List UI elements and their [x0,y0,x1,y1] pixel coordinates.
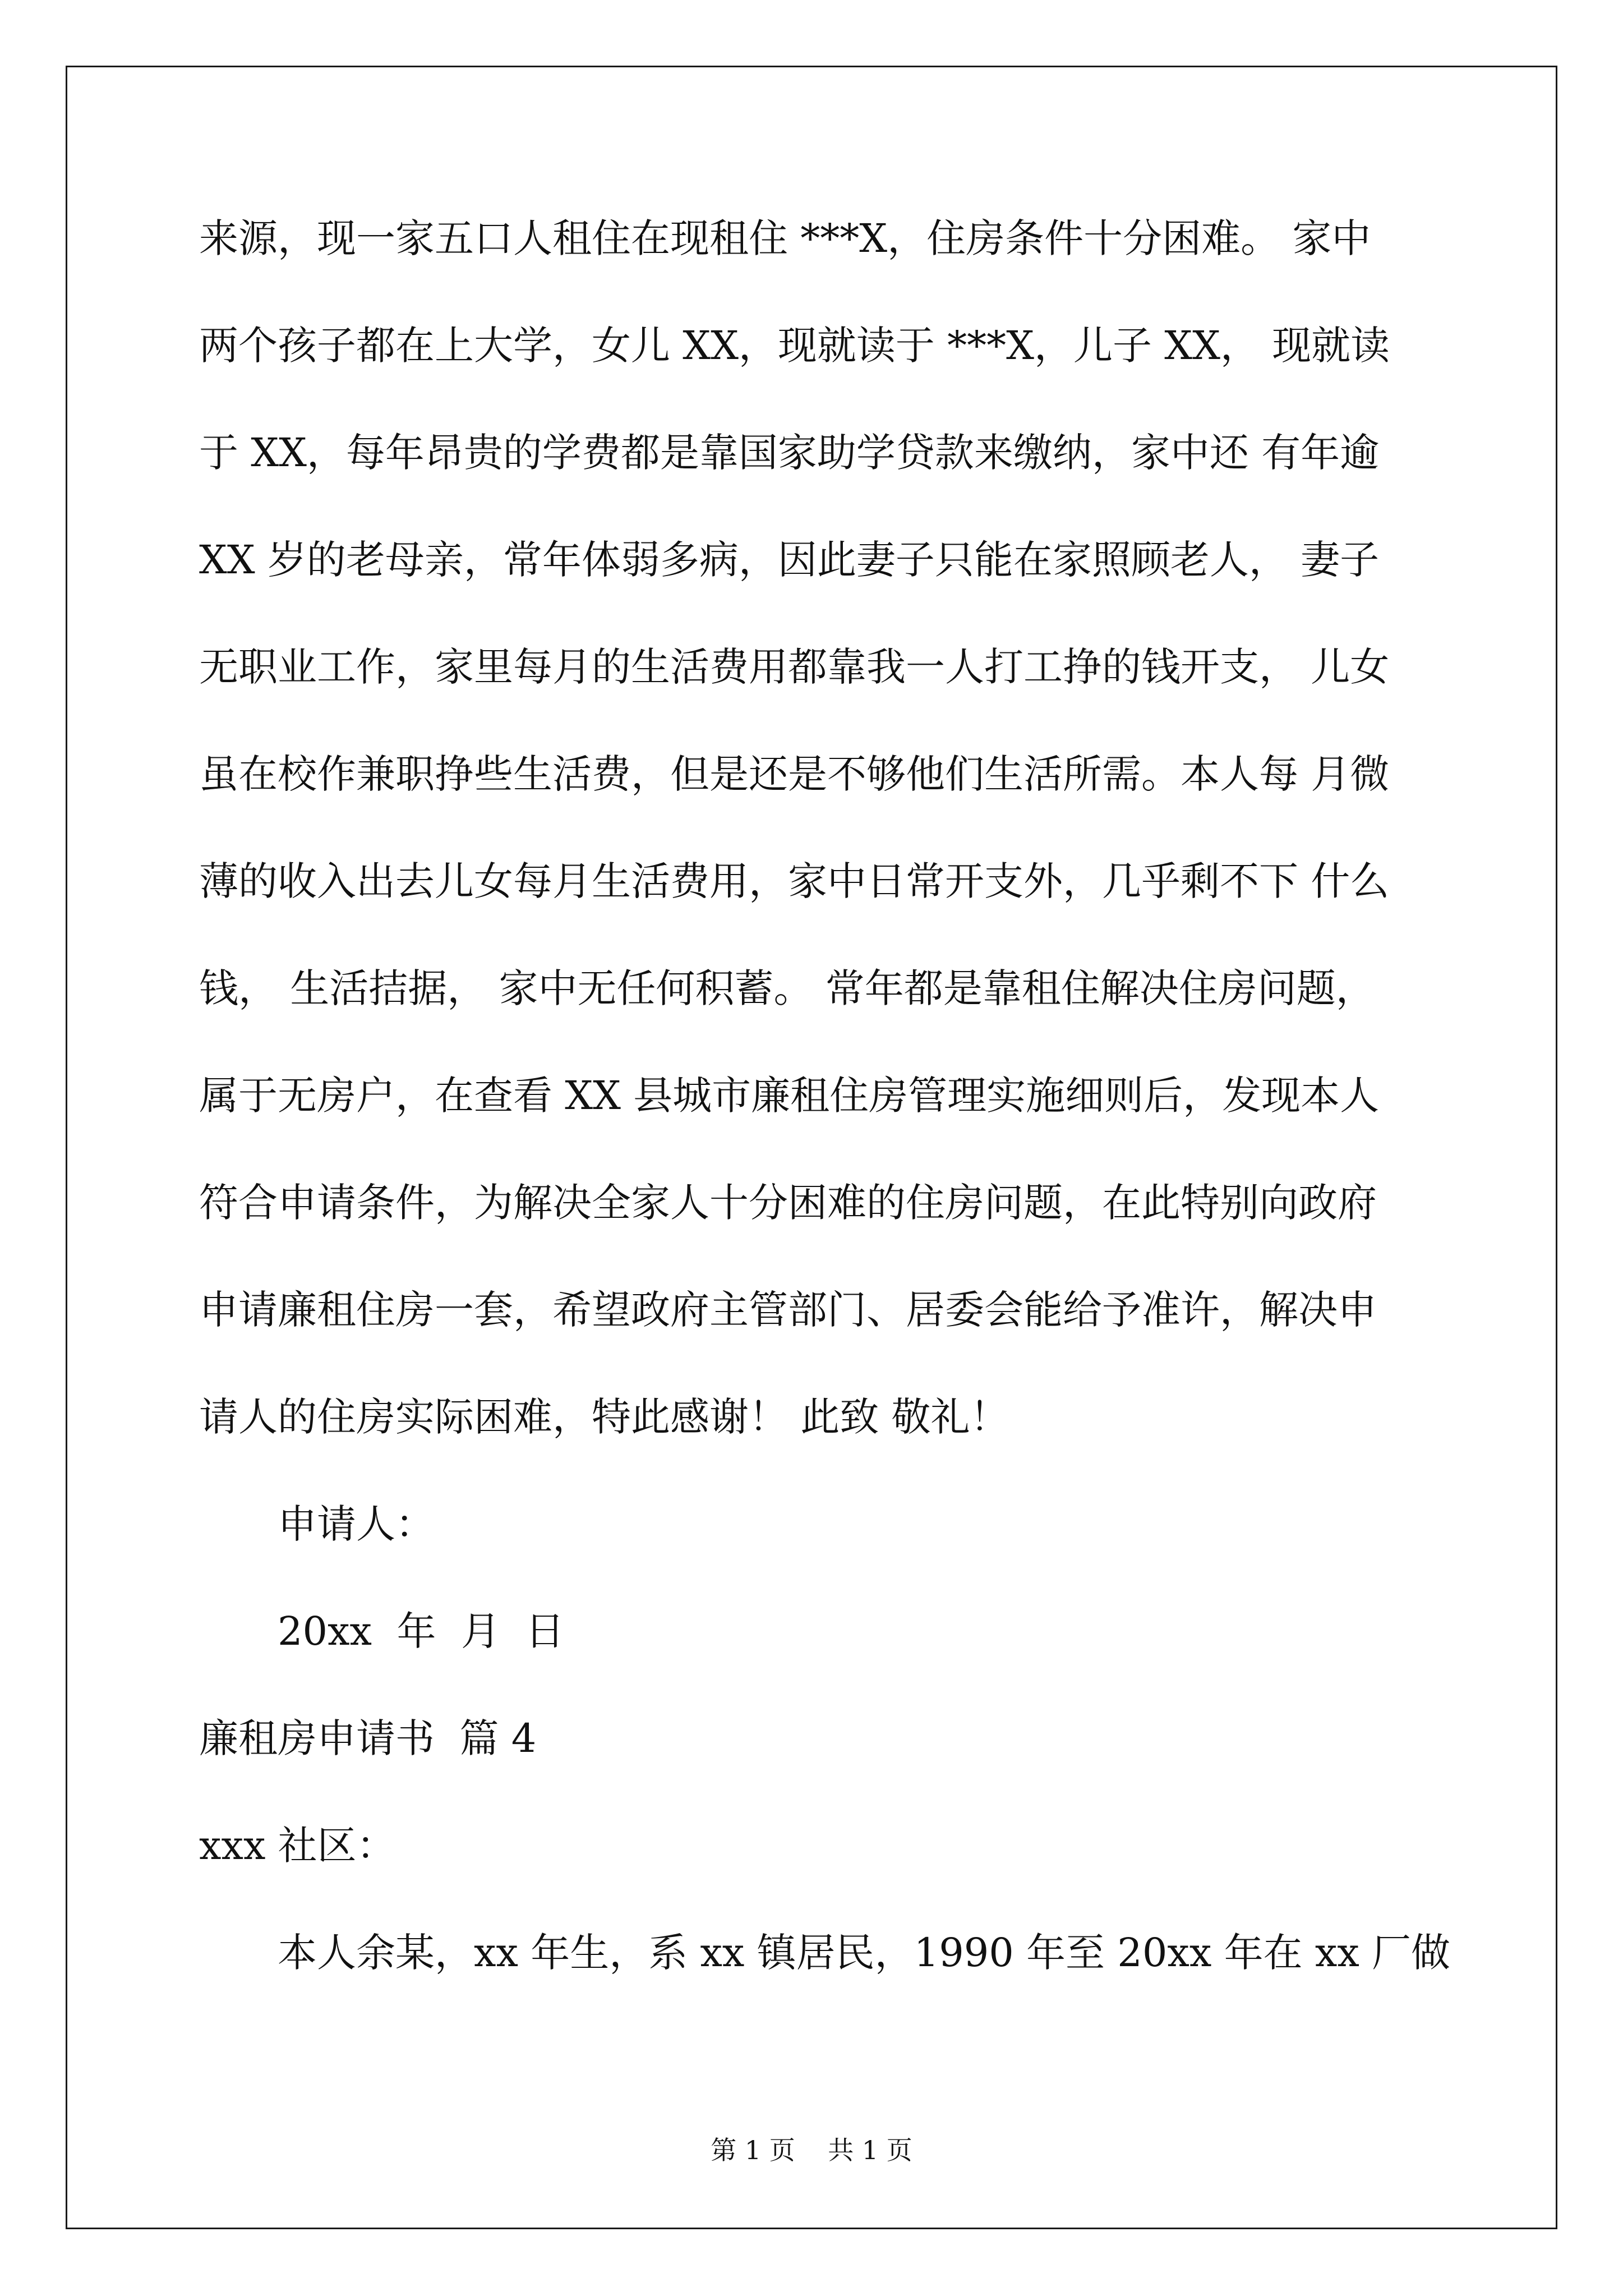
paragraph-line: 虽在校作兼职挣些生活费，但是还是不够他们生活所需。本人每 月微 [199,751,1390,797]
applicant-label: 申请人： [278,1501,435,1547]
paragraph-line: 薄的收入出去儿女每月生活费用，家中日常开支外，几乎剩不下 什么 [199,858,1390,904]
paragraph-line: 申请廉租住房一套，希望政府主管部门、居委会能给予准许，解决申 [199,1287,1377,1333]
paragraph-line: 钱， 生活拮据， 家中无任何积蓄。 常年都是靠租住解决住房问题， [199,965,1375,1011]
paragraph-line: 无职业工作，家里每月的生活费用都靠我一人打工挣的钱开支， 儿女 [199,644,1390,690]
paragraph-line: 属于无房户，在查看 XX 县城市廉租住房管理实施细则后，发现本人 [199,1073,1380,1119]
page-footer: 第 1 页 共 1 页 [711,2135,912,2165]
paragraph-line: XX 岁的老母亲，常年体弱多病，因此妻子只能在家照顾老人， 妻子 [199,537,1380,583]
paragraph-line: 于 XX，每年昂贵的学费都是靠国家助学贷款来缴纳，家中还 有年逾 [199,430,1380,476]
section-title: 廉租房申请书 篇 4 [199,1715,537,1761]
date-line: 20xx 年 月 日 [278,1608,565,1654]
paragraph-line: 请人的住房实际困难，特此感谢！ 此致 敬礼！ [199,1394,1009,1440]
paragraph-line: 本人余某，xx 年生，系 xx 镇居民，1990 年至 20xx 年在 xx 厂做 [278,1930,1451,1976]
page-border [66,66,1557,2229]
paragraph-line: 符合申请条件，为解决全家人十分困难的住房问题，在此特别向政府 [199,1180,1377,1226]
paragraph-line: 来源，现一家五口人租住在现租住 ***X，住房条件十分困难。 家中 [199,215,1371,261]
salutation: xxx 社区： [199,1823,396,1869]
paragraph-line: 两个孩子都在上大学，女儿 XX，现就读于 ***X，儿子 XX， 现就读 [199,323,1390,369]
